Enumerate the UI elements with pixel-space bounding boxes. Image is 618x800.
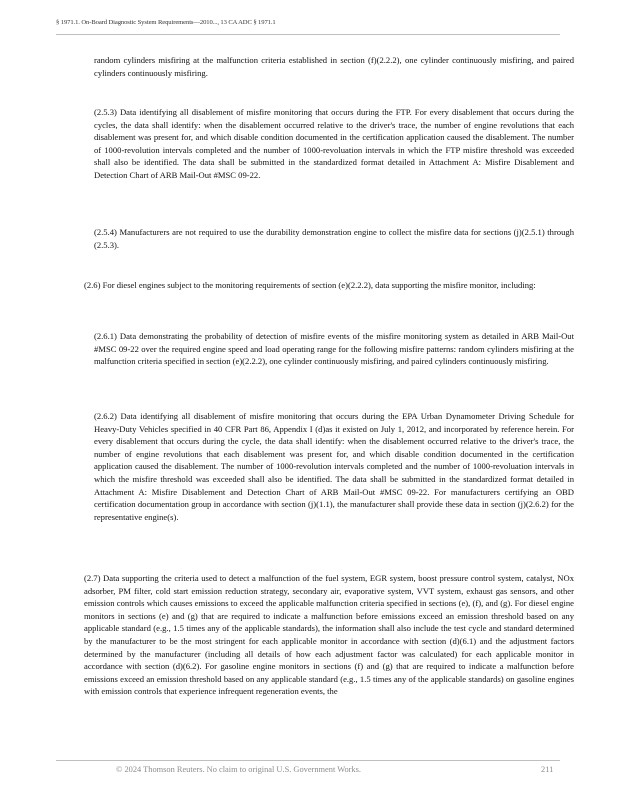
paragraph-2-7: (2.7) Data supporting the criteria used to detect a malfunction of the fuel system, EGR system, boost pressure control system, catalyst, NOx adsorber, PM filter, cold start emission reduction strategy, secondary air, evaporative system, VVT system, exhaust gas sensors, and other emission controls which causes emissions to exceed the applicable malfunction criteria specified in sections (e), (f), and (g). For diesel engine monitors in sections (e) and (g) that are required to indicate a malfunction before emissions exceed an emission threshold based on any applicable standard (e.g., 1.5 times any of the applicable standards), the information shall also include the test cycle and standard determined by the manufacturer to be the most stringent for each applicable monitor in accordance with section (d)(6.1) and the adjustment factors determined by the manufacturer (including all details of how each adjustment factor was calculated) for each applicable monitor in accordance with section (d)(6.2). For gasoline engine monitors in sections (f) and (g) that are required to indicate a malfunction before emissions exceed an emission threshold based on any applicable standard (e.g., 1.5 times any of the applicable standards) on gasoline engines with emission controls that experience infrequent regeneration events, the (84, 573, 574, 697)
paragraph-2-6-1: (2.6.1) Data demonstrating the probability of detection of misfire events of the misfire monitoring system as detailed in ARB Mail-Out #MSC 09-22 over the required engine speed and load operating range for the following misfire patterns: random cylinders misfiring at the malfunction criteria specified in section (e)(2.2.2), one cylinder continuously misfiring, and paired cylinders continuously misfiring. (94, 331, 574, 367)
header-divider (56, 34, 560, 35)
running-header: § 1971.1. On-Board Diagnostic System Requirements—2010..., 13 CA ADC § 1971.1 (56, 19, 276, 26)
paragraph-continuation: random cylinders misfiring at the malfunction criteria established in section (f)(2.2.2), one cylinder continuously misfiring, and paired cylinders continuously misfiring. (94, 55, 574, 78)
paragraph-2-5-4: (2.5.4) Manufacturers are not required to use the durability demonstration engine to collect the misfire data for sections (j)(2.5.1) through (2.5.3). (94, 227, 574, 250)
paragraph-2-6: (2.6) For diesel engines subject to the monitoring requirements of section (e)(2.2.2), data supporting the misfire monitor, including: (84, 280, 536, 290)
paragraph-2-6-2: (2.6.2) Data identifying all disablement of misfire monitoring that occurs during the EPA Urban Dynamometer Driving Schedule for Heavy-Duty Vehicles specified in 40 CFR Part 86, Appendix I (d)as it existed on July 1, 2012, and incorporated by reference herein. For every disablement that occurs during the cycle, the data shall identify: when the disablement occurred relative to the driver's trace, the number of engine revolutions that each disablement was present for, and which disable condition documented in the certification application caused the disablement. The number of 1000-revolution intervals completed and the number of 1000-revoluation intervals in which the misfire threshold was exceeded shall also be identified. The data shall be submitted in the standardized format detailed in Attachment A: Misfire Disablement and Detection Chart of ARB Mail-Out #MSC 09-22. For manufacturers certifying an OBD certification documentation group in accordance with section (j)(1.1), the manufacturer shall provide these data in section (j)(2.6.2) for the representative engine(s). (94, 411, 574, 522)
page-number: 211 (541, 765, 554, 774)
paragraph-2-5-3: (2.5.3) Data identifying all disablement of misfire monitoring that occurs during the FTP. For every disablement that occurs during the cycles, the data shall identify: when the disablement occurred relative to the driver's trace, the number of engine revolutions that each disablement was present for, and which disable condition documented in the certification application caused the disablement. The number of 1000-revolution intervals completed and the number of 1000-revoluation intervals in which the FTP misfire threshold was exceeded shall also be identified. The data shall be submitted in the standardized format detailed in Attachment A: Misfire Disablement and Detection Chart of ARB Mail-Out #MSC 09-22. (94, 107, 574, 180)
copyright-notice: © 2024 Thomson Reuters. No claim to original U.S. Government Works. (116, 765, 361, 774)
footer-divider (56, 760, 560, 761)
